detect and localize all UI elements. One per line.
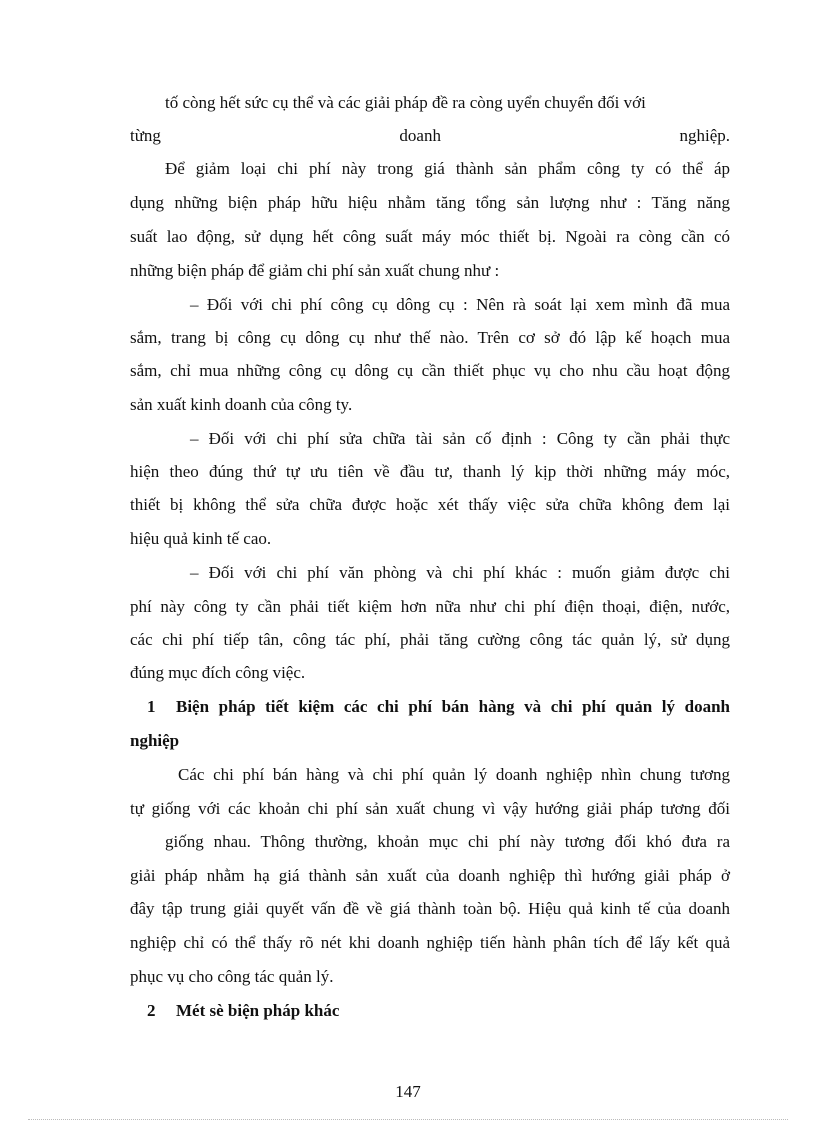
body-line: đúng mục đích công việc.: [130, 663, 306, 682]
body-line: thiết bị không thể sửa chữa được hoặc xét thấy việc sửa chữa không đem lại: [130, 495, 730, 514]
body-line: giống nhau. Thông thường, khoản mục chi phí này tương đối khó đưa ra: [165, 832, 730, 851]
bullet-line: – Đối với chi phí văn phòng và chi phí khác : muốn giảm được chi: [190, 563, 730, 582]
page-number: 147: [395, 1082, 421, 1101]
section-number: 1: [147, 697, 156, 716]
section-number: 2: [147, 1001, 156, 1020]
body-line: sản xuất kinh doanh của công ty.: [130, 395, 353, 414]
body-line: sắm, trang bị công cụ dông cụ như thế nào. Trên cơ sở đó lập kế hoạch mua: [130, 328, 730, 347]
body-line: phục vụ cho công tác quản lý.: [130, 967, 334, 986]
body-line: nghiệp chỉ có thể thấy rõ nét khi doanh nghiệp tiến hành phân tích để lấy kết quả: [130, 933, 730, 952]
body-line: hiệu quả kinh tế cao.: [130, 529, 272, 548]
body-line: suất lao động, sử dụng hết công suất máy móc thiết bị. Ngoài ra còng cần có: [130, 227, 730, 246]
body-line: tố còng hết sức cụ thể và các giải pháp đề ra còng uyển chuyển đối với: [165, 93, 646, 112]
body-line: giải pháp nhằm hạ giá thành sản xuất của doanh nghiệp thì hướng giải pháp ở: [130, 866, 730, 885]
body-line: Để giảm loại chi phí này trong giá thành sản phẩm công ty có thể áp: [165, 159, 730, 178]
body-line: hiện theo đúng thứ tự ưu tiên về đầu tư, thanh lý kịp thời những máy móc,: [130, 462, 730, 481]
bullet-line: – Đối với chi phí công cụ dông cụ : Nên rà soát lại xem mình đã mua: [190, 295, 730, 314]
body-line: tự giống với các khoản chi phí sản xuất chung vì vậy hướng giải pháp tương đối: [130, 799, 730, 818]
section-heading: Biện pháp tiết kiệm các chi phí bán hàng và chi phí quản lý doanh: [176, 697, 730, 716]
body-line: sắm, chỉ mua những công cụ dông cụ cần thiết phục vụ cho nhu cầu hoạt động: [130, 361, 730, 380]
body-line: đây tập trung giải quyết vấn đề về giá thành toàn bộ. Hiệu quả kinh tế của doanh: [130, 899, 730, 918]
bullet-line: – Đối với chi phí sửa chữa tài sản cố định : Công ty cần phải thực: [190, 429, 730, 448]
body-line: Các chi phí bán hàng và chi phí quản lý doanh nghiệp nhìn chung tương: [178, 765, 730, 784]
footer-divider: [28, 1119, 788, 1120]
body-line: từng doanh nghiệp.: [130, 126, 730, 145]
body-line: dụng những biện pháp hữu hiệu nhằm tăng tổng sản lượng như : Tăng năng: [130, 193, 730, 212]
body-line: phí này công ty cần phải tiết kiệm hơn nữa như chi phí điện thoại, điện, nước,: [130, 597, 730, 616]
body-line: những biện pháp để giảm chi phí sản xuất chung như :: [130, 261, 500, 280]
body-line: các chi phí tiếp tân, công tác phí, phải tăng cường công tác quản lý, sử dụng: [130, 630, 730, 649]
section-heading-continuation: nghiệp: [130, 731, 180, 750]
section-heading: Mét sè biện pháp khác: [176, 1001, 340, 1020]
